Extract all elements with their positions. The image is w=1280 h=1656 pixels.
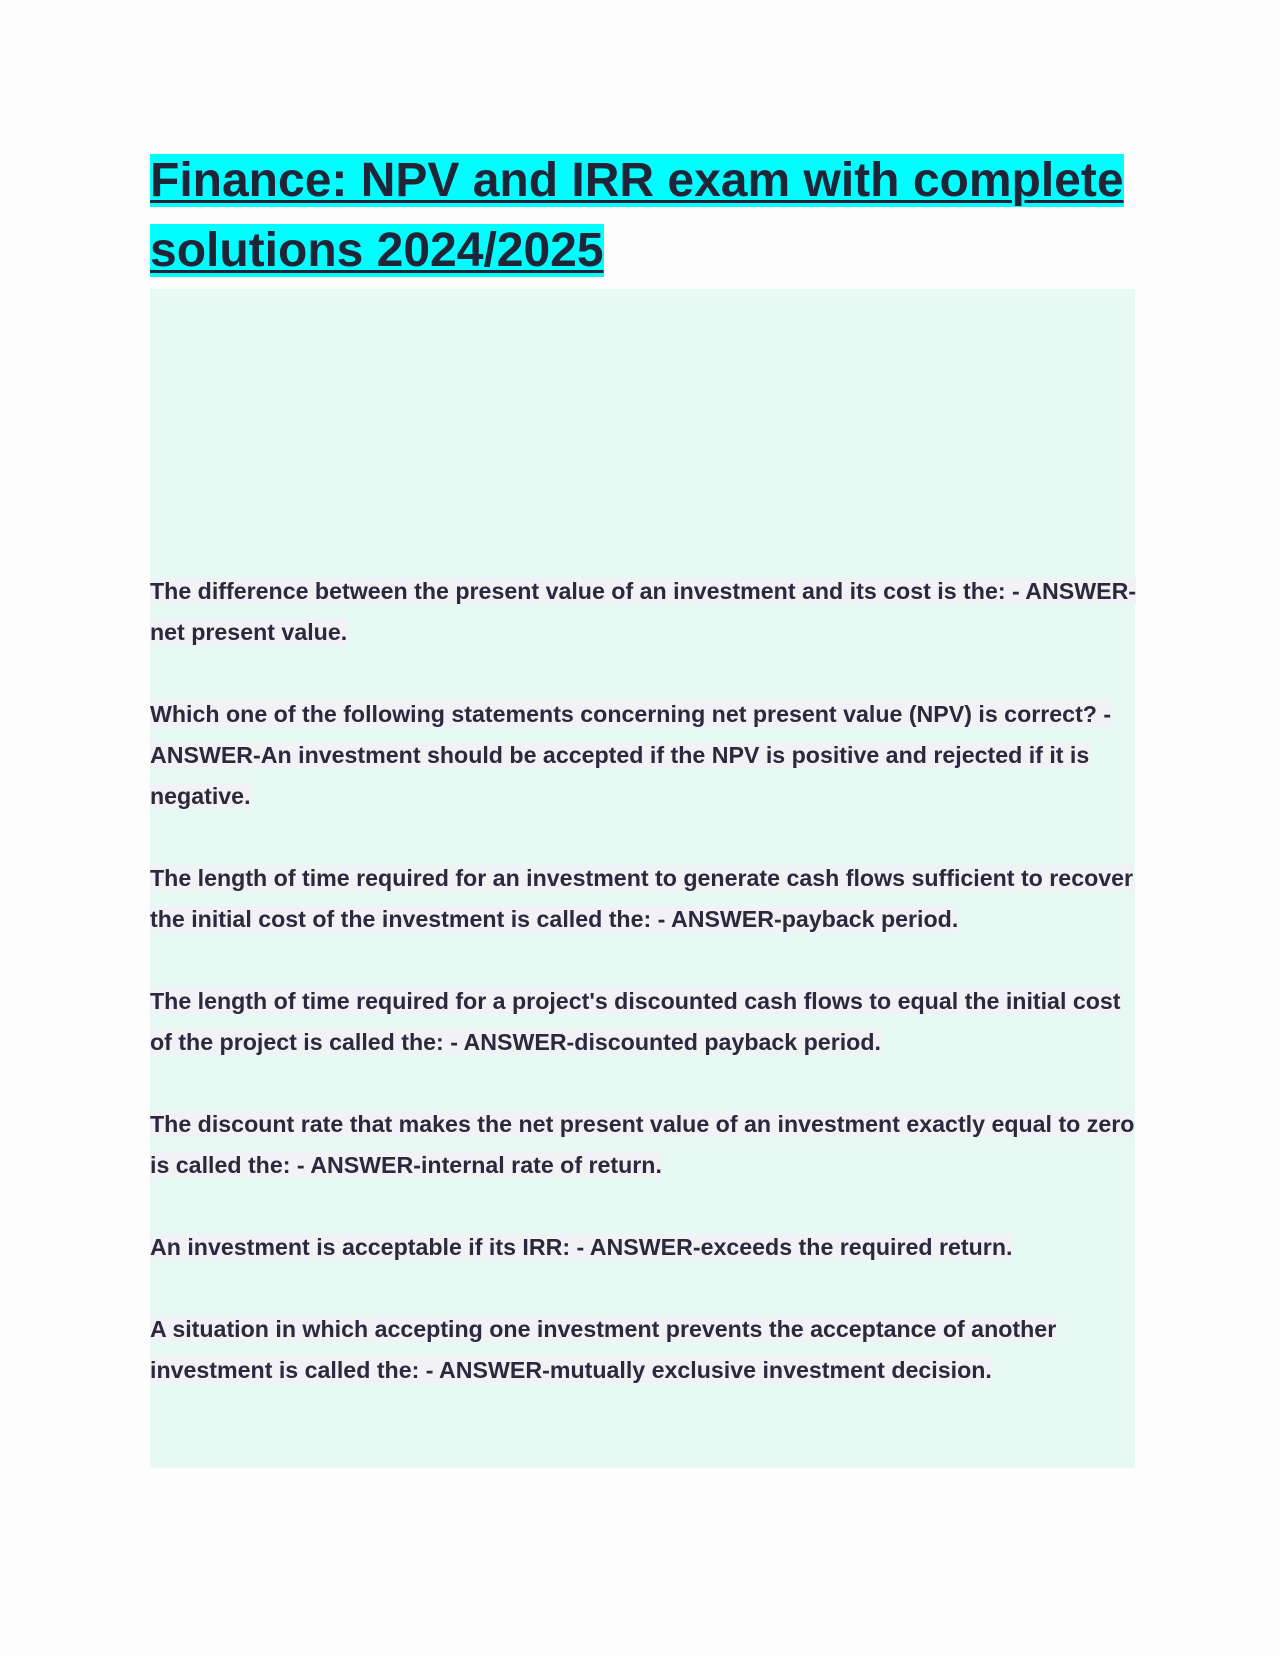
qa-text: The discount rate that makes the net present value of an investment exactly equal to zero is called the: - ANSWER-internal rate of return. [150,1111,1135,1178]
qa-item-7 [150,1309,1140,1391]
qa-item-1 [150,571,1140,653]
qa-item-3 [150,858,1140,940]
title-line-1: Finance: NPV and IRR exam with complete [150,154,1124,207]
qa-text: The difference between the present value of an investment and its cost is the: - ANSWER-net present value. [150,578,1137,645]
qa-item-2 [150,694,1140,817]
qa-text: The length of time required for an investment to generate cash flows sufficient to recover the initial cost of the investment is called the: - ANSWER-payback period. [150,865,1134,932]
qa-list [150,571,1140,1432]
qa-item-5 [150,1104,1140,1186]
qa-text: The length of time required for a project's discounted cash flows to equal the initial cost of the project is called the: - ANSWER-discounted payback period. [150,988,1121,1055]
qa-text: Which one of the following statements concerning net present value (NPV) is correct? - ANSWER-An investment should be accepted if the NPV is positive and rejected if it is negative. [150,701,1112,809]
document-title [150,146,1140,286]
qa-item-4 [150,981,1140,1063]
title-line-2: solutions 2024/2025 [150,224,604,277]
qa-item-6 [150,1227,1140,1268]
qa-text: An investment is acceptable if its IRR: - ANSWER-exceeds the required return. [150,1234,1013,1260]
qa-text: A situation in which accepting one investment prevents the acceptance of another investment is called the: - ANSWER-mutually exclusive investment decision. [150,1316,1057,1383]
